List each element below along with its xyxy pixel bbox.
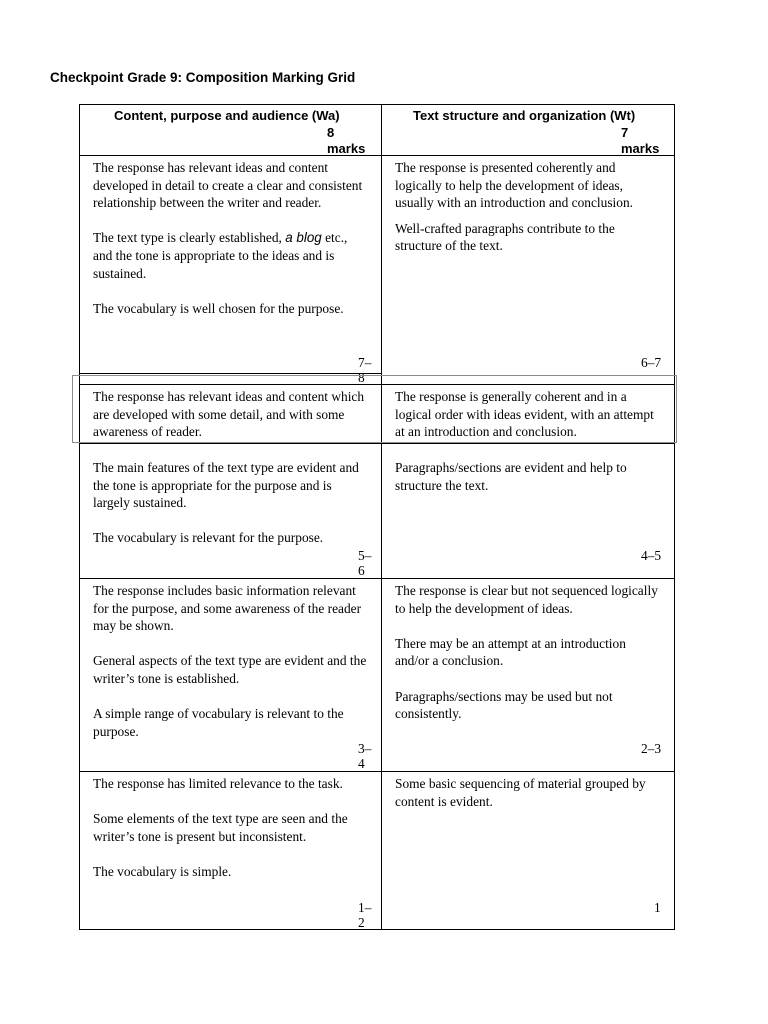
row-1-bottom-left [79, 373, 382, 374]
row-1-wa-para-2-rest: etc., and the tone is appropriate to the ideas and is sustained. [93, 230, 348, 281]
row-2-wa-score-line-1: 5– [358, 548, 372, 563]
row-3-wt-para-2: There may be an attempt at an introduction and/or a conclusion. [395, 635, 626, 669]
row-1-wa-para-2 [93, 229, 369, 282]
header-wa-marks-word: marks [327, 141, 366, 156]
header-wt-marks [621, 125, 659, 157]
header-wa-marks [327, 125, 365, 157]
row-3-wt-para-1: The response is clear but not sequenced logically to help the development of ideas. [395, 583, 658, 616]
header-wa-label: Content, purpose and audience (Wa) [114, 108, 340, 123]
row-2-wa-para-2: The main features of the text type are evident and the tone is appropriate for the purpose and is largely sustained. [93, 460, 359, 511]
row-4-wa-para-3: The vocabulary is simple. [93, 863, 232, 879]
row-2-bottom [79, 578, 675, 579]
row-4-wt-score: 1 [654, 900, 661, 915]
row-4-wt-para-1: Some basic sequencing of material grouped by content is evident. [395, 776, 646, 809]
table-border-right [674, 104, 675, 930]
row-2-wt-para-1: The response is generally coherent and in a logical order with ideas evident, with an attempt at an introduction and conclusion. [395, 389, 654, 440]
column-divider [381, 104, 382, 930]
marking-grid-table [79, 104, 675, 930]
row-4-wa-para-1: The response has limited relevance to the task. [93, 776, 343, 791]
row-3-wa-cell [93, 582, 369, 740]
row-2-wa-para-3: The vocabulary is relevant for the purpose. [93, 530, 324, 546]
row-3-bottom [79, 771, 675, 772]
row-1-wa-italic-example: a blog [285, 230, 322, 246]
row-2-wt-cell-lower [395, 459, 663, 494]
row-1-wa-para-3: The vocabulary is well chosen for the purpose. [93, 300, 344, 316]
row-3-wa-para-3: A simple range of vocabulary is relevant to the purpose. [93, 706, 344, 739]
row-4-wa-score [358, 900, 371, 930]
header-wt-marks-number: 7 [621, 125, 629, 140]
row-3-wa-score [358, 741, 371, 771]
table-border-top [79, 104, 675, 105]
row-4-wt-cell [395, 775, 663, 810]
row-2-wt-para-2: Paragraphs/sections are evident and help to structure the text. [395, 460, 627, 493]
row-1-wa-para-1: The response has relevant ideas and content developed in detail to create a clear and consistent relationship between the writer and reader. [93, 160, 363, 211]
page-title: Checkpoint Grade 9: Composition Marking Grid [50, 70, 356, 85]
row-1-wt-cell [395, 159, 663, 255]
table-border-left [79, 104, 80, 930]
header-wt-marks-word: marks [621, 141, 660, 156]
row-1-wt-score: 6–7 [641, 355, 662, 370]
row-2-wa-score [358, 548, 371, 578]
row-1-wa-para-2-text: The text type is clearly established, [93, 230, 286, 246]
row-3-wa-para-1: The response includes basic information relevant for the purpose, and some awareness of the reader may be shown. [93, 583, 362, 634]
row-3-wt-score: 2–3 [641, 741, 662, 756]
row-3-wt-cell [395, 582, 663, 723]
row-3-wa-para-2: General aspects of the text type are evident and the writer’s tone is established. [93, 653, 367, 686]
row-1-wa-cell [93, 159, 369, 317]
row-2-wt-score: 4–5 [641, 548, 662, 563]
row-1-wa-score-line-2: 8 [358, 370, 365, 385]
row-1-wt-para-1: The response is presented coherently and logically to help the development of ideas, usually with an introduction and conclusion. [395, 160, 634, 211]
highlight-frame [72, 375, 677, 443]
row-3-wt-para-3: Paragraphs/sections may be used but not consistently. [395, 688, 613, 722]
row-3-wa-score-line-2: 4 [358, 756, 365, 771]
row-3-wa-score-line-1: 3– [358, 741, 372, 756]
row-1-wt-para-2: Well-crafted paragraphs contribute to the structure of the text. [395, 220, 615, 254]
row-2-wa-cell-lower [93, 459, 369, 547]
row-4-wa-para-2: Some elements of the text type are seen and the writer’s tone is present but inconsistent. [93, 811, 348, 844]
row-4-wa-score-line-2: 2 [358, 915, 365, 930]
header-wt-label: Text structure and organization (Wt) [413, 108, 636, 123]
table-border-bottom [79, 929, 675, 930]
row-2-wa-para-1: The response has relevant ideas and content which are developed with some detail, and with some awareness of reader. [93, 389, 365, 440]
header-divider [79, 155, 675, 156]
row-4-wa-cell [93, 775, 369, 881]
row-1-wa-score-line-1: 7– [358, 355, 372, 370]
row-2-wa-score-line-2: 6 [358, 563, 365, 578]
row-4-wa-score-line-1: 1– [358, 900, 372, 915]
header-wa-marks-number: 8 [327, 125, 335, 140]
row-2-split [79, 443, 675, 444]
